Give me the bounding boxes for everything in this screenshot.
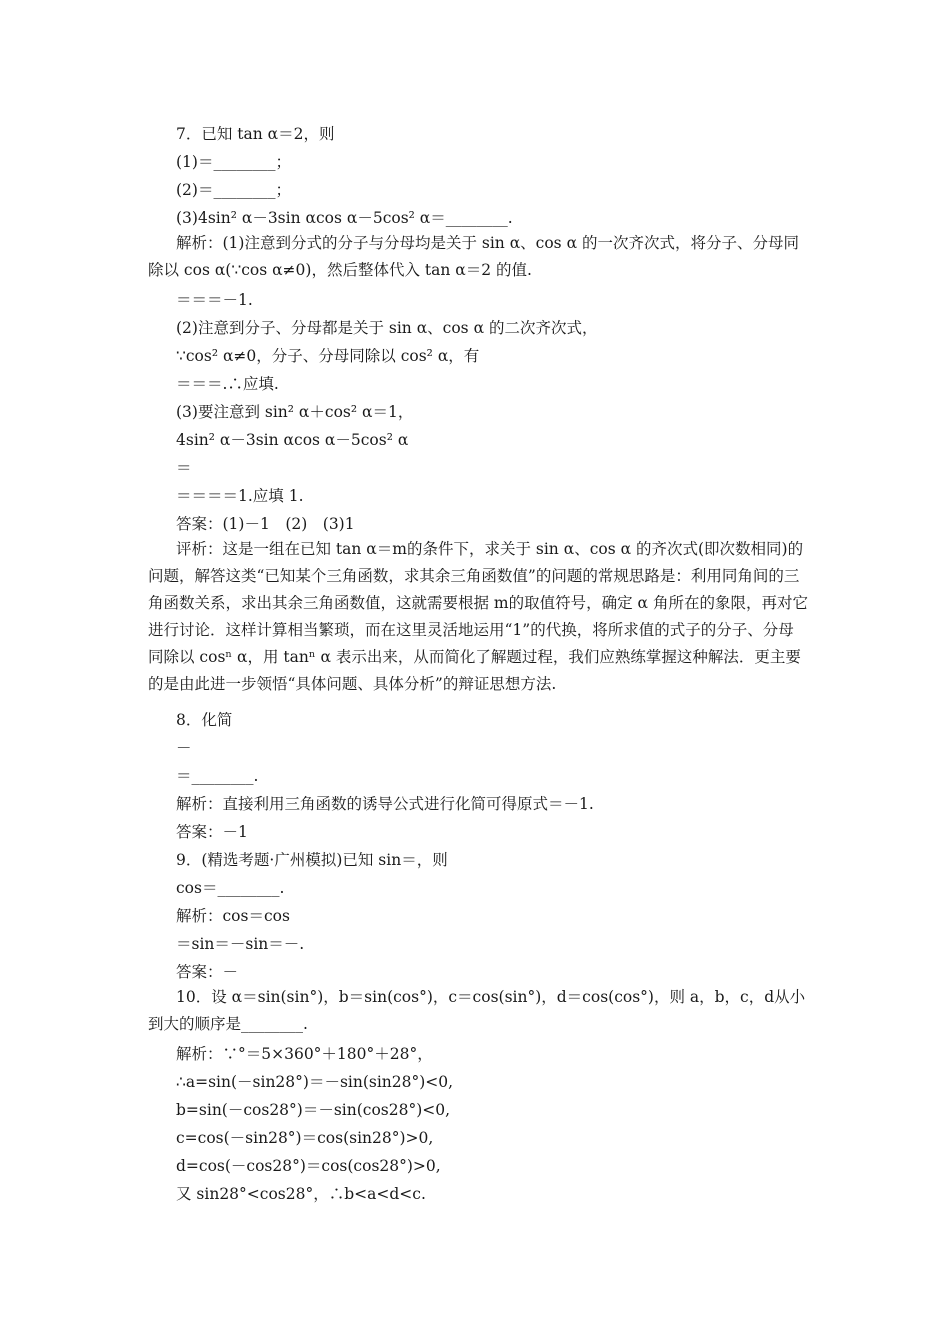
problem-7-analysis-1-result: ＝＝＝－1. — [176, 291, 253, 309]
problem-10-step-b: b=sin(－cos28°)＝－sin(cos28°)<0, — [176, 1101, 451, 1119]
problem-9-blank: cos＝________. — [176, 879, 285, 897]
problem-7-analysis-3-result: ＝＝＝＝1.应填 1. — [176, 487, 304, 505]
problem-7-analysis-2-cont: ∵cos² α≠0，分子、分母同除以 cos² α，有 — [176, 347, 480, 365]
problem-10-conclusion: 又 sin28°<cos28°，∴b<a<d<c. — [176, 1185, 426, 1203]
problem-8-heading: 8．化简 — [176, 711, 233, 729]
problem-8-expr: － — [176, 739, 192, 757]
problem-7-analysis-3: (3)要注意到 sin² α＋cos² α＝1， — [176, 403, 414, 421]
problem-10-step-a: ∴a=sin(－sin28°)＝－sin(sin28°)<0, — [176, 1073, 454, 1091]
problem-7-part-1: (1)＝________； — [176, 153, 291, 171]
problem-7-analysis-1: 解析：(1)注意到分式的分子与分母均是关于 sin α、cos α 的一次齐次式，将分子、分母同除以 cos α(∵cos α≠0)，然后整体代入 tan α＝2 的值. — [148, 234, 799, 279]
problem-8-answer: 答案：－1 — [176, 823, 248, 841]
problem-8-blank: ＝________. — [176, 767, 259, 785]
problem-9-analysis-cont: ＝sin＝－sin＝－. — [176, 935, 305, 953]
problem-9-analysis: 解析：cos＝cos — [176, 907, 290, 925]
problem-7-heading: 7．已知 tan α＝2，则 — [176, 125, 335, 143]
problem-7-analysis-3-expr: 4sin² α－3sin αcos α－5cos² α — [176, 431, 409, 449]
problem-9-heading: 9．(精选考题·广州模拟)已知 sin＝，则 — [176, 851, 448, 869]
problem-9-answer: 答案：－ — [176, 963, 239, 981]
problem-7-answer: 答案：(1)－1 (2) (3)1 — [176, 515, 355, 533]
problem-10-step-d: d=cos(－cos28°)＝cos(cos28°)>0, — [176, 1157, 441, 1175]
problem-10-analysis: 解析：∵°＝5×360°＋180°＋28°， — [176, 1045, 433, 1063]
problem-7-analysis-3-eq: ＝ — [176, 459, 192, 477]
problem-8-analysis: 解析：直接利用三角函数的诱导公式进行化简可得原式＝－1. — [176, 795, 594, 813]
problem-7-analysis-2-result: ＝＝＝.∴应填. — [176, 375, 279, 393]
problem-10-heading: 10．设 α＝sin(sin°)，b＝sin(cos°)，c＝cos(sin°)，d＝cos(cos°)，则 a，b，c，d从小到大的顺序是________. — [148, 988, 806, 1033]
problem-7-analysis-2: (2)注意到分子、分母都是关于 sin α、cos α 的二次齐次式， — [176, 319, 598, 337]
problem-7-part-2: (2)＝________； — [176, 181, 291, 199]
problem-7-comment: 评析：这是一组在已知 tan α＝m的条件下，求关于 sin α、cos α 的齐次式(即次数相同)的问题，解答这类“已知某个三角函数，求其余三角函数值”的问题的常规思路是：利用同角间的三角函数关系，求出其余三角函数值，这就需要根据 m的取值符号，确定 α 角所在的象限，再对它进行讨论．这样计算相当繁琐，而在这里灵活地运用“1”的代换，将所求值的式子的分子、分母同除以 cosⁿ α，用 tanⁿ α 表示出来，从而简化了解题过程，我们应熟练掌握这种解法．更主要的是由此进一步领悟“具体问题、具体分析”的辩证思想方法. — [148, 540, 808, 693]
problem-10-step-c: c=cos(－sin28°)＝cos(sin28°)>0, — [176, 1129, 434, 1147]
problem-7-part-3: (3)4sin² α－3sin αcos α－5cos² α＝________. — [176, 209, 513, 227]
